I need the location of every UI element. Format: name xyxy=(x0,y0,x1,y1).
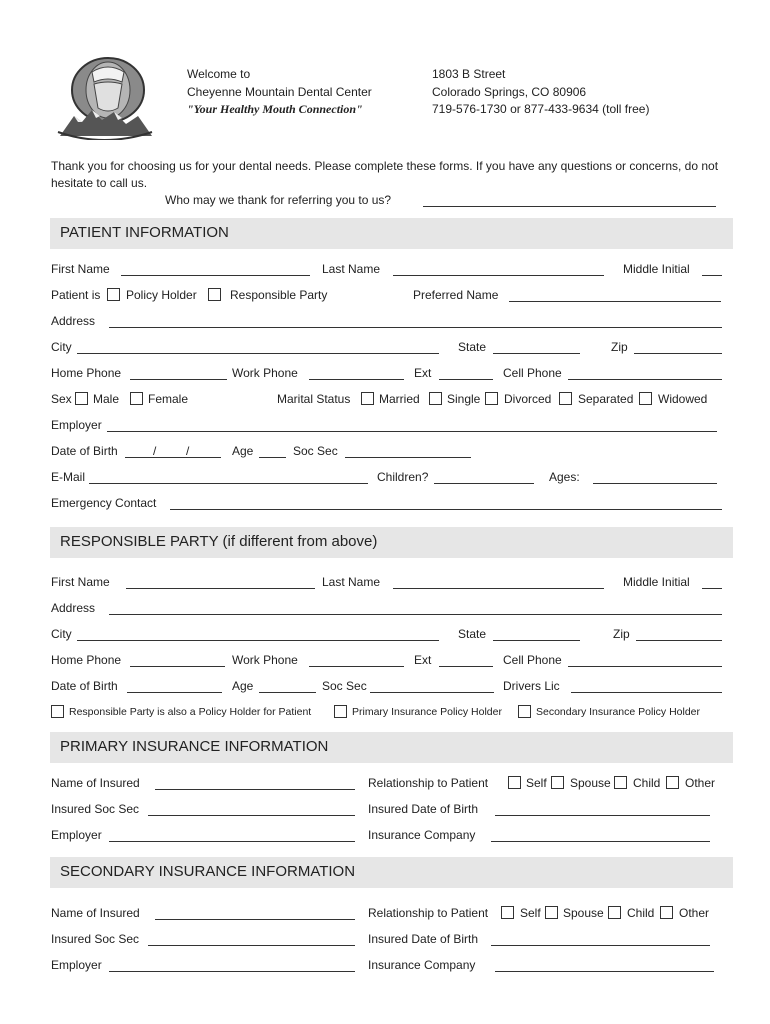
secondary-insurance-section-header xyxy=(50,857,733,888)
divorced-checkbox[interactable] xyxy=(485,392,498,405)
emergency-contact-field[interactable] xyxy=(170,509,722,510)
cell-phone-field[interactable] xyxy=(568,379,722,380)
rp-primary-label: Primary Insurance Policy Holder xyxy=(352,706,502,718)
employer-label: Employer xyxy=(51,418,102,432)
phone-row xyxy=(51,366,724,382)
zip-field[interactable] xyxy=(634,353,722,354)
responsible-party-label: Responsible Party xyxy=(230,288,328,302)
rp-soc-sec-field[interactable] xyxy=(370,692,494,693)
widowed-checkbox[interactable] xyxy=(639,392,652,405)
middle-initial-field[interactable] xyxy=(702,275,722,276)
email-field[interactable] xyxy=(89,483,368,484)
children-label: Children? xyxy=(377,470,429,484)
relationship-label: Relationship to Patient xyxy=(368,906,489,920)
employer-label: Employer xyxy=(51,958,102,972)
referral-field[interactable] xyxy=(423,206,716,207)
child-label: Child xyxy=(627,906,655,920)
patient-name-row xyxy=(51,262,724,278)
sec-employer-row xyxy=(51,958,724,974)
pri-employer-row xyxy=(51,828,724,844)
home-phone-label: Home Phone xyxy=(51,653,122,667)
sec-child-checkbox[interactable] xyxy=(608,906,621,919)
work-phone-field[interactable] xyxy=(309,379,404,380)
rp-phone-row xyxy=(51,653,724,669)
email-row xyxy=(51,470,724,486)
age-field[interactable] xyxy=(259,457,286,458)
pri-self-checkbox[interactable] xyxy=(508,776,521,789)
other-label: Other xyxy=(679,906,710,920)
cell-phone-label: Cell Phone xyxy=(503,366,562,380)
clinic-header xyxy=(187,66,372,119)
pri-other-checkbox[interactable] xyxy=(666,776,679,789)
emergency-row xyxy=(51,496,724,512)
dob-field[interactable] xyxy=(125,457,221,458)
middle-initial-label: Middle Initial xyxy=(623,575,690,589)
married-checkbox[interactable] xyxy=(361,392,374,405)
city-label: City xyxy=(51,340,72,354)
insured-dob-label: Insured Date of Birth xyxy=(368,802,479,816)
pri-insurance-company-field[interactable] xyxy=(491,841,710,842)
primary-insurance-section-header xyxy=(50,732,733,763)
city-field[interactable] xyxy=(77,353,439,354)
address-field[interactable] xyxy=(109,327,722,328)
spouse-label: Spouse xyxy=(570,776,611,790)
male-checkbox[interactable] xyxy=(75,392,88,405)
zip-label: Zip xyxy=(613,627,630,641)
email-label: E-Mail xyxy=(51,470,86,484)
rp-cell-phone-field[interactable] xyxy=(568,666,722,667)
first-name-label: First Name xyxy=(51,575,110,589)
sec-other-checkbox[interactable] xyxy=(660,906,673,919)
age-label: Age xyxy=(232,679,254,693)
married-label: Married xyxy=(379,392,420,406)
rp-work-phone-field[interactable] xyxy=(309,666,404,667)
city-row xyxy=(51,340,724,356)
rp-checkbox-row xyxy=(51,705,724,721)
pri-name-row xyxy=(51,776,724,792)
clinic-phone: 719-576-1730 or 877-433-9634 (toll free) xyxy=(432,102,650,116)
age-label: Age xyxy=(232,444,254,458)
rp-policy-holder-checkbox[interactable] xyxy=(51,705,64,718)
last-name-label: Last Name xyxy=(322,262,381,276)
sec-insured-dob-field[interactable] xyxy=(491,945,710,946)
rp-city-row xyxy=(51,627,724,643)
preferred-name-label: Preferred Name xyxy=(413,288,499,302)
name-insured-label: Name of Insured xyxy=(51,906,140,920)
spouse-label: Spouse xyxy=(563,906,604,920)
drivers-lic-label: Drivers Lic xyxy=(503,679,560,693)
patient-is-row xyxy=(51,288,724,304)
section-title: RESPONSIBLE PARTY (if different from above) xyxy=(60,533,378,550)
divorced-label: Divorced xyxy=(504,392,552,406)
female-checkbox[interactable] xyxy=(130,392,143,405)
relationship-label: Relationship to Patient xyxy=(368,776,489,790)
self-label: Self xyxy=(526,776,547,790)
pri-employer-field[interactable] xyxy=(109,841,355,842)
last-name-field[interactable] xyxy=(393,275,604,276)
referral-label: Who may we thank for referring you to us? xyxy=(165,193,392,207)
patient-section-header xyxy=(50,218,733,249)
middle-initial-label: Middle Initial xyxy=(623,262,690,276)
rp-address-row xyxy=(51,601,724,617)
name-insured-label: Name of Insured xyxy=(51,776,140,790)
address-row xyxy=(51,314,724,330)
rp-ext-field[interactable] xyxy=(439,666,493,667)
ext-label: Ext xyxy=(414,366,432,380)
rp-age-field[interactable] xyxy=(259,692,316,693)
sec-name-insured-field[interactable] xyxy=(155,919,355,920)
clinic-logo xyxy=(52,52,156,140)
responsible-section-header xyxy=(50,527,733,558)
single-checkbox[interactable] xyxy=(429,392,442,405)
rp-home-phone-field[interactable] xyxy=(130,666,225,667)
dob-slash: / xyxy=(153,444,157,458)
pri-name-insured-field[interactable] xyxy=(155,789,355,790)
sex-label: Sex xyxy=(51,392,72,406)
insured-dob-label: Insured Date of Birth xyxy=(368,932,479,946)
sec-name-row xyxy=(51,906,724,922)
state-label: State xyxy=(458,627,487,641)
policy-holder-label: Policy Holder xyxy=(126,288,197,302)
rp-address-field[interactable] xyxy=(109,614,722,615)
section-title: PATIENT INFORMATION xyxy=(60,224,229,241)
clinic-slogan: "Your Healthy Mouth Connection" xyxy=(187,102,363,116)
children-field[interactable] xyxy=(434,483,534,484)
first-name-field[interactable] xyxy=(121,275,310,276)
ages-label: Ages: xyxy=(549,470,580,484)
dob-row xyxy=(51,444,724,460)
policy-holder-checkbox[interactable] xyxy=(107,288,120,301)
work-phone-label: Work Phone xyxy=(232,653,298,667)
ext-field[interactable] xyxy=(439,379,493,380)
state-field[interactable] xyxy=(493,353,580,354)
marital-status-label: Marital Status xyxy=(277,392,351,406)
soc-sec-label: Soc Sec xyxy=(322,679,367,693)
sec-insured-ssn-field[interactable] xyxy=(148,945,355,946)
male-label: Male xyxy=(93,392,120,406)
insured-ssn-label: Insured Soc Sec xyxy=(51,802,140,816)
rp-city-field[interactable] xyxy=(77,640,439,641)
rp-middle-initial-field[interactable] xyxy=(702,588,722,589)
cell-phone-label: Cell Phone xyxy=(503,653,562,667)
work-phone-label: Work Phone xyxy=(232,366,298,380)
zip-label: Zip xyxy=(611,340,628,354)
sec-ssn-row xyxy=(51,932,724,948)
pri-ssn-row xyxy=(51,802,724,818)
rp-last-name-field[interactable] xyxy=(393,588,604,589)
dob-label: Date of Birth xyxy=(51,444,118,458)
employer-field[interactable] xyxy=(107,431,717,432)
rp-zip-field[interactable] xyxy=(636,640,722,641)
soc-sec-field[interactable] xyxy=(345,457,471,458)
female-label: Female xyxy=(148,392,189,406)
rp-state-field[interactable] xyxy=(493,640,580,641)
rp-policy-holder-label: Responsible Party is also a Policy Holder for Patient xyxy=(69,706,312,718)
welcome-text: Welcome to xyxy=(187,67,251,81)
employer-row xyxy=(51,418,724,434)
city-state-zip: Colorado Springs, CO 80906 xyxy=(432,84,587,99)
child-label: Child xyxy=(633,776,661,790)
other-label: Other xyxy=(685,776,716,790)
separated-checkbox[interactable] xyxy=(559,392,572,405)
rp-dob-field[interactable] xyxy=(127,692,222,693)
pri-child-checkbox[interactable] xyxy=(614,776,627,789)
emergency-contact-label: Emergency Contact xyxy=(51,496,157,510)
responsible-party-checkbox[interactable] xyxy=(208,288,221,301)
employer-label: Employer xyxy=(51,828,102,842)
rp-drivers-lic-field[interactable] xyxy=(571,692,722,693)
ext-label: Ext xyxy=(414,653,432,667)
address-label: Address xyxy=(51,601,96,615)
first-name-label: First Name xyxy=(51,262,110,276)
self-label: Self xyxy=(520,906,541,920)
sec-spouse-checkbox[interactable] xyxy=(545,906,558,919)
last-name-label: Last Name xyxy=(322,575,381,589)
pri-insured-ssn-field[interactable] xyxy=(148,815,355,816)
insured-ssn-label: Insured Soc Sec xyxy=(51,932,140,946)
insurance-company-label: Insurance Company xyxy=(368,828,476,842)
rp-dob-row xyxy=(51,679,724,695)
sex-marital-row xyxy=(51,392,724,408)
intro-text: Thank you for choosing us for your dental needs. Please complete these forms. If you have any questions or concerns, do not hesitate to call us. xyxy=(51,159,719,190)
dob-label: Date of Birth xyxy=(51,679,118,693)
soc-sec-label: Soc Sec xyxy=(293,444,338,458)
state-label: State xyxy=(458,340,487,354)
rp-primary-checkbox[interactable] xyxy=(334,705,347,718)
city-label: City xyxy=(51,627,72,641)
separated-label: Separated xyxy=(578,392,634,406)
widowed-label: Widowed xyxy=(658,392,708,406)
dob-slash: / xyxy=(186,444,190,458)
clinic-name: Cheyenne Mountain Dental Center xyxy=(187,84,372,99)
sec-employer-field[interactable] xyxy=(109,971,355,972)
street-address: 1803 B Street xyxy=(432,67,506,81)
rp-first-name-field[interactable] xyxy=(126,588,315,589)
address-label: Address xyxy=(51,314,96,328)
rp-secondary-checkbox[interactable] xyxy=(518,705,531,718)
referral-row xyxy=(51,193,724,209)
preferred-name-field[interactable] xyxy=(509,301,721,302)
sec-self-checkbox[interactable] xyxy=(501,906,514,919)
home-phone-label: Home Phone xyxy=(51,366,122,380)
pri-insured-dob-field[interactable] xyxy=(495,815,710,816)
ages-field[interactable] xyxy=(593,483,717,484)
pri-spouse-checkbox[interactable] xyxy=(551,776,564,789)
rp-secondary-label: Secondary Insurance Policy Holder xyxy=(536,706,701,718)
insurance-company-label: Insurance Company xyxy=(368,958,476,972)
home-phone-field[interactable] xyxy=(130,379,227,380)
section-title: PRIMARY INSURANCE INFORMATION xyxy=(60,738,329,755)
single-label: Single xyxy=(447,392,481,406)
rp-name-row xyxy=(51,575,724,591)
patient-is-label: Patient is xyxy=(51,288,101,302)
sec-insurance-company-field[interactable] xyxy=(495,971,714,972)
section-title: SECONDARY INSURANCE INFORMATION xyxy=(60,863,356,880)
clinic-address xyxy=(432,66,649,119)
